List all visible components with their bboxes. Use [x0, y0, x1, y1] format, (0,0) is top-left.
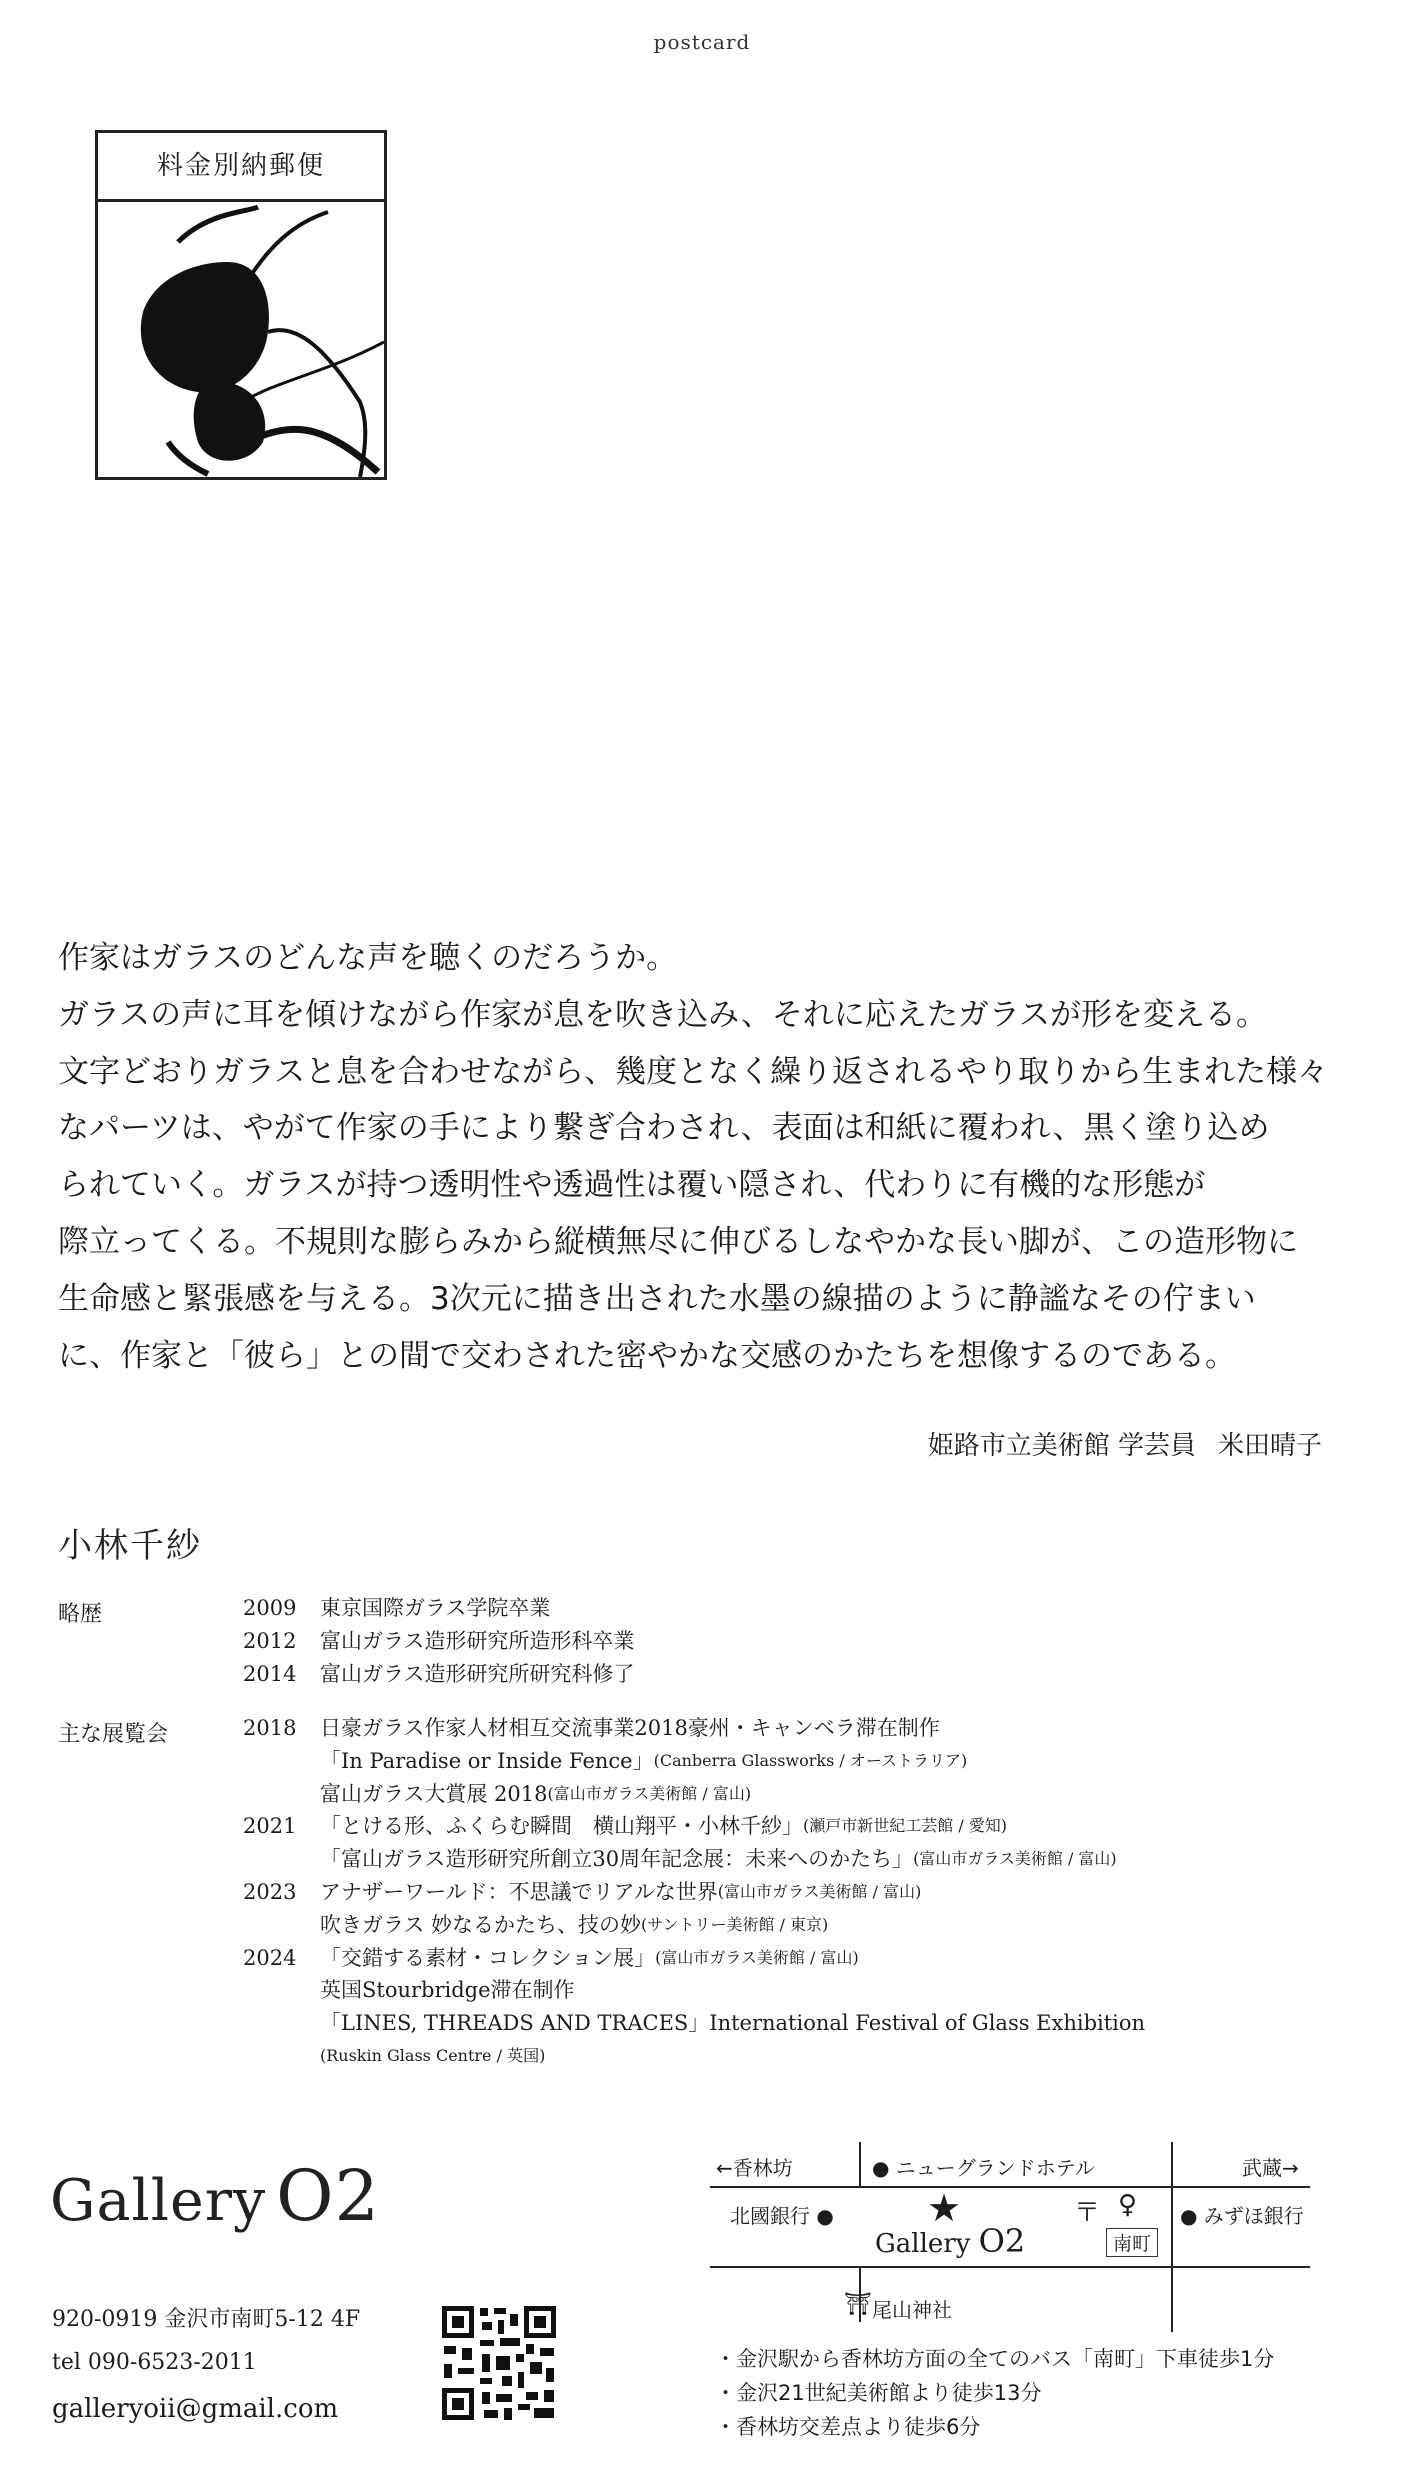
- exhibition-year: 2023: [243, 1879, 297, 1904]
- exhibition-title: 「In Paradise or Inside Fence」: [320, 1748, 654, 1773]
- essay-line: に、作家と「彼ら」との間で交わされた密やかな交感のかたちを想像するのである。: [58, 1337, 1236, 1374]
- exhibition-row: [243, 1843, 1145, 1876]
- map-direction-korinbo: ←香林坊: [716, 2156, 793, 2180]
- exhibition-title: 吹きガラス 妙なるかたち、技の妙: [320, 1912, 642, 1937]
- career-row: [243, 1625, 634, 1658]
- exhibition-venue: (富山市ガラス美術館 / 富山): [913, 1849, 1117, 1869]
- exhibition-venue: (Canberra Glassworks / オーストラリア): [653, 1750, 968, 1770]
- exhibition-row: [243, 1745, 1145, 1778]
- essay-credit: [928, 1425, 1322, 1462]
- exhibition-title: 「富山ガラス造形研究所創立30周年記念展：未来へのかたち」: [320, 1847, 914, 1872]
- map-gallery-marker: [875, 2222, 1025, 2260]
- postage-label: 料金別納郵便: [98, 133, 384, 202]
- exhibition-year: [243, 1909, 320, 1942]
- exhibitions-list: [243, 1712, 1145, 2073]
- exhibition-title: 「とける形、ふくらむ瞬間 横山翔平・小林千紗」: [320, 1814, 803, 1839]
- exhibition-year: 2018: [243, 1716, 297, 1740]
- exhibition-row: [243, 1974, 1145, 2007]
- career-row: [243, 1658, 634, 1691]
- map-bank-hokkoku: 北國銀行 ●: [730, 2204, 834, 2228]
- gallery-logo-o2: O2: [276, 2155, 381, 2237]
- map-bank-mizuho: ● みずほ銀行: [1180, 2204, 1304, 2228]
- exhibition-year: [243, 2040, 320, 2073]
- exhibitions-label: 主な展覧会: [58, 1722, 169, 1747]
- essay-line: なパーツは、やがて作家の手により繋ぎ合わされ、表面は和紙に覆われ、黒く塗り込め: [58, 1110, 1270, 1147]
- map-shrine: 尾山神社: [872, 2298, 952, 2322]
- bus-stop-icon: ♀: [1118, 2190, 1138, 2220]
- career-year: 2012: [243, 1628, 297, 1653]
- map-star-icon: ★: [927, 2186, 962, 2230]
- exhibition-title: 「交錯する素材・コレクション展」: [320, 1945, 656, 1970]
- exhibition-venue: (Ruskin Glass Centre / 英国): [320, 2045, 546, 2065]
- essay-line: 文字どおりガラスと息を合わせながら、幾度となく繰り返されるやり取りから生まれた様々: [58, 1053, 1329, 1090]
- essay-text: [58, 930, 1348, 1384]
- exhibition-row: [243, 2007, 1145, 2040]
- career-text: 富山ガラス造形研究所研究科修了: [320, 1661, 635, 1686]
- access-map: [710, 2142, 1310, 2332]
- postcard-label: postcard: [653, 30, 751, 54]
- map-gallery-o2: O2: [978, 2222, 1026, 2260]
- essay-line: 作家はガラスのどんな声を聴くのだろうか。: [58, 940, 678, 976]
- career-list: [243, 1592, 634, 1690]
- post-office-icon: 〒: [1074, 2198, 1101, 2228]
- access-note: ・香林坊交差点より徒歩6分: [715, 2415, 981, 2439]
- exhibition-title: 日豪ガラス作家人材相互交流事業2018豪州・キャンベラ滞在制作: [320, 1716, 940, 1740]
- gallery-logo-name: Gallery: [50, 2168, 267, 2234]
- map-bus-stop-label: 南町: [1106, 2228, 1158, 2257]
- artist-name: 小林千紗: [58, 1526, 202, 1566]
- exhibition-year: [243, 1843, 320, 1876]
- exhibition-row: [243, 1909, 1145, 1942]
- exhibition-venue: (富山市ガラス美術館 / 富山): [547, 1783, 752, 1803]
- exhibition-row: [243, 1712, 1145, 1745]
- career-text: 東京国際ガラス学院卒業: [320, 1596, 551, 1620]
- essay-line: ガラスの声に耳を傾けながら作家が息を吹き込み、それに応えたガラスが形を変える。: [58, 996, 1267, 1033]
- shrine-icon: ⛩: [844, 2292, 872, 2317]
- career-row: [243, 1592, 634, 1625]
- essay-line: 生命感と緊張感を与える。3次元に描き出された水墨の線描のように静謐なその佇まい: [58, 1280, 1256, 1317]
- credit-organization: 姫路市立美術館 学芸員: [927, 1431, 1196, 1461]
- exhibition-title: 英国Stourbridge滞在制作: [320, 1978, 575, 2003]
- exhibition-year: [243, 1778, 320, 1811]
- map-gallery-name: Gallery: [875, 2229, 971, 2259]
- gallery-address: 920-0919 金沢市南町5-12 4F: [52, 2307, 361, 2332]
- exhibition-title: 「LINES, THREADS AND TRACES」International Festival of Glass Exhibition: [320, 2011, 1146, 2036]
- exhibition-row: [243, 1778, 1145, 1811]
- gallery-logo: [50, 2155, 380, 2237]
- map-hotel: ● ニューグランドホテル: [872, 2156, 1095, 2180]
- career-label: 略歴: [58, 1602, 103, 1627]
- access-note: ・金沢駅から香林坊方面の全てのバス「南町」下車徒歩1分: [715, 2347, 1275, 2371]
- exhibition-row: [243, 1876, 1145, 1909]
- exhibition-title: アナザーワールド：不思議でリアルな世界: [320, 1879, 718, 1904]
- essay-line: られていく。ガラスが持つ透明性や透過性は覆い隠され、代わりに有機的な形態が: [58, 1167, 1206, 1204]
- qr-code[interactable]: [440, 2304, 558, 2422]
- postage-stamp-box: [95, 130, 387, 480]
- exhibition-title: 富山ガラス大賞展 2018: [320, 1781, 548, 1806]
- career-year: 2009: [243, 1596, 297, 1620]
- exhibition-row: [243, 2040, 1145, 2073]
- exhibition-year: 2024: [243, 1945, 297, 1970]
- exhibition-year: [243, 1745, 320, 1778]
- gallery-phone[interactable]: tel 090-6523-2011: [52, 2350, 257, 2375]
- exhibition-venue: (富山市ガラス美術館 / 富山): [655, 1947, 859, 1967]
- credit-name: 米田晴子: [1217, 1431, 1322, 1461]
- exhibition-year: [243, 2007, 320, 2040]
- exhibition-venue: (富山市ガラス美術館 / 富山): [717, 1881, 922, 1901]
- glass-artwork-image: [98, 202, 384, 477]
- exhibition-row: [243, 1942, 1145, 1975]
- exhibition-venue: (瀬戸市新世紀工芸館 / 愛知): [803, 1816, 1008, 1836]
- exhibition-venue: (サントリー美術館 / 東京): [641, 1914, 829, 1934]
- exhibition-year: [243, 1974, 320, 2007]
- map-direction-musashi: 武蔵→: [1242, 2156, 1299, 2180]
- exhibition-row: [243, 1810, 1145, 1843]
- career-text: 富山ガラス造形研究所造形科卒業: [320, 1628, 635, 1653]
- gallery-email[interactable]: galleryoii@gmail.com: [52, 2394, 339, 2424]
- access-note: ・金沢21世紀美術館より徒歩13分: [715, 2381, 1042, 2405]
- career-year: 2014: [243, 1661, 297, 1686]
- essay-line: 際立ってくる。不規則な膨らみから縦横無尽に伸びるしなやかな長い脚が、この造形物に: [58, 1223, 1298, 1260]
- exhibition-year: 2021: [243, 1814, 297, 1839]
